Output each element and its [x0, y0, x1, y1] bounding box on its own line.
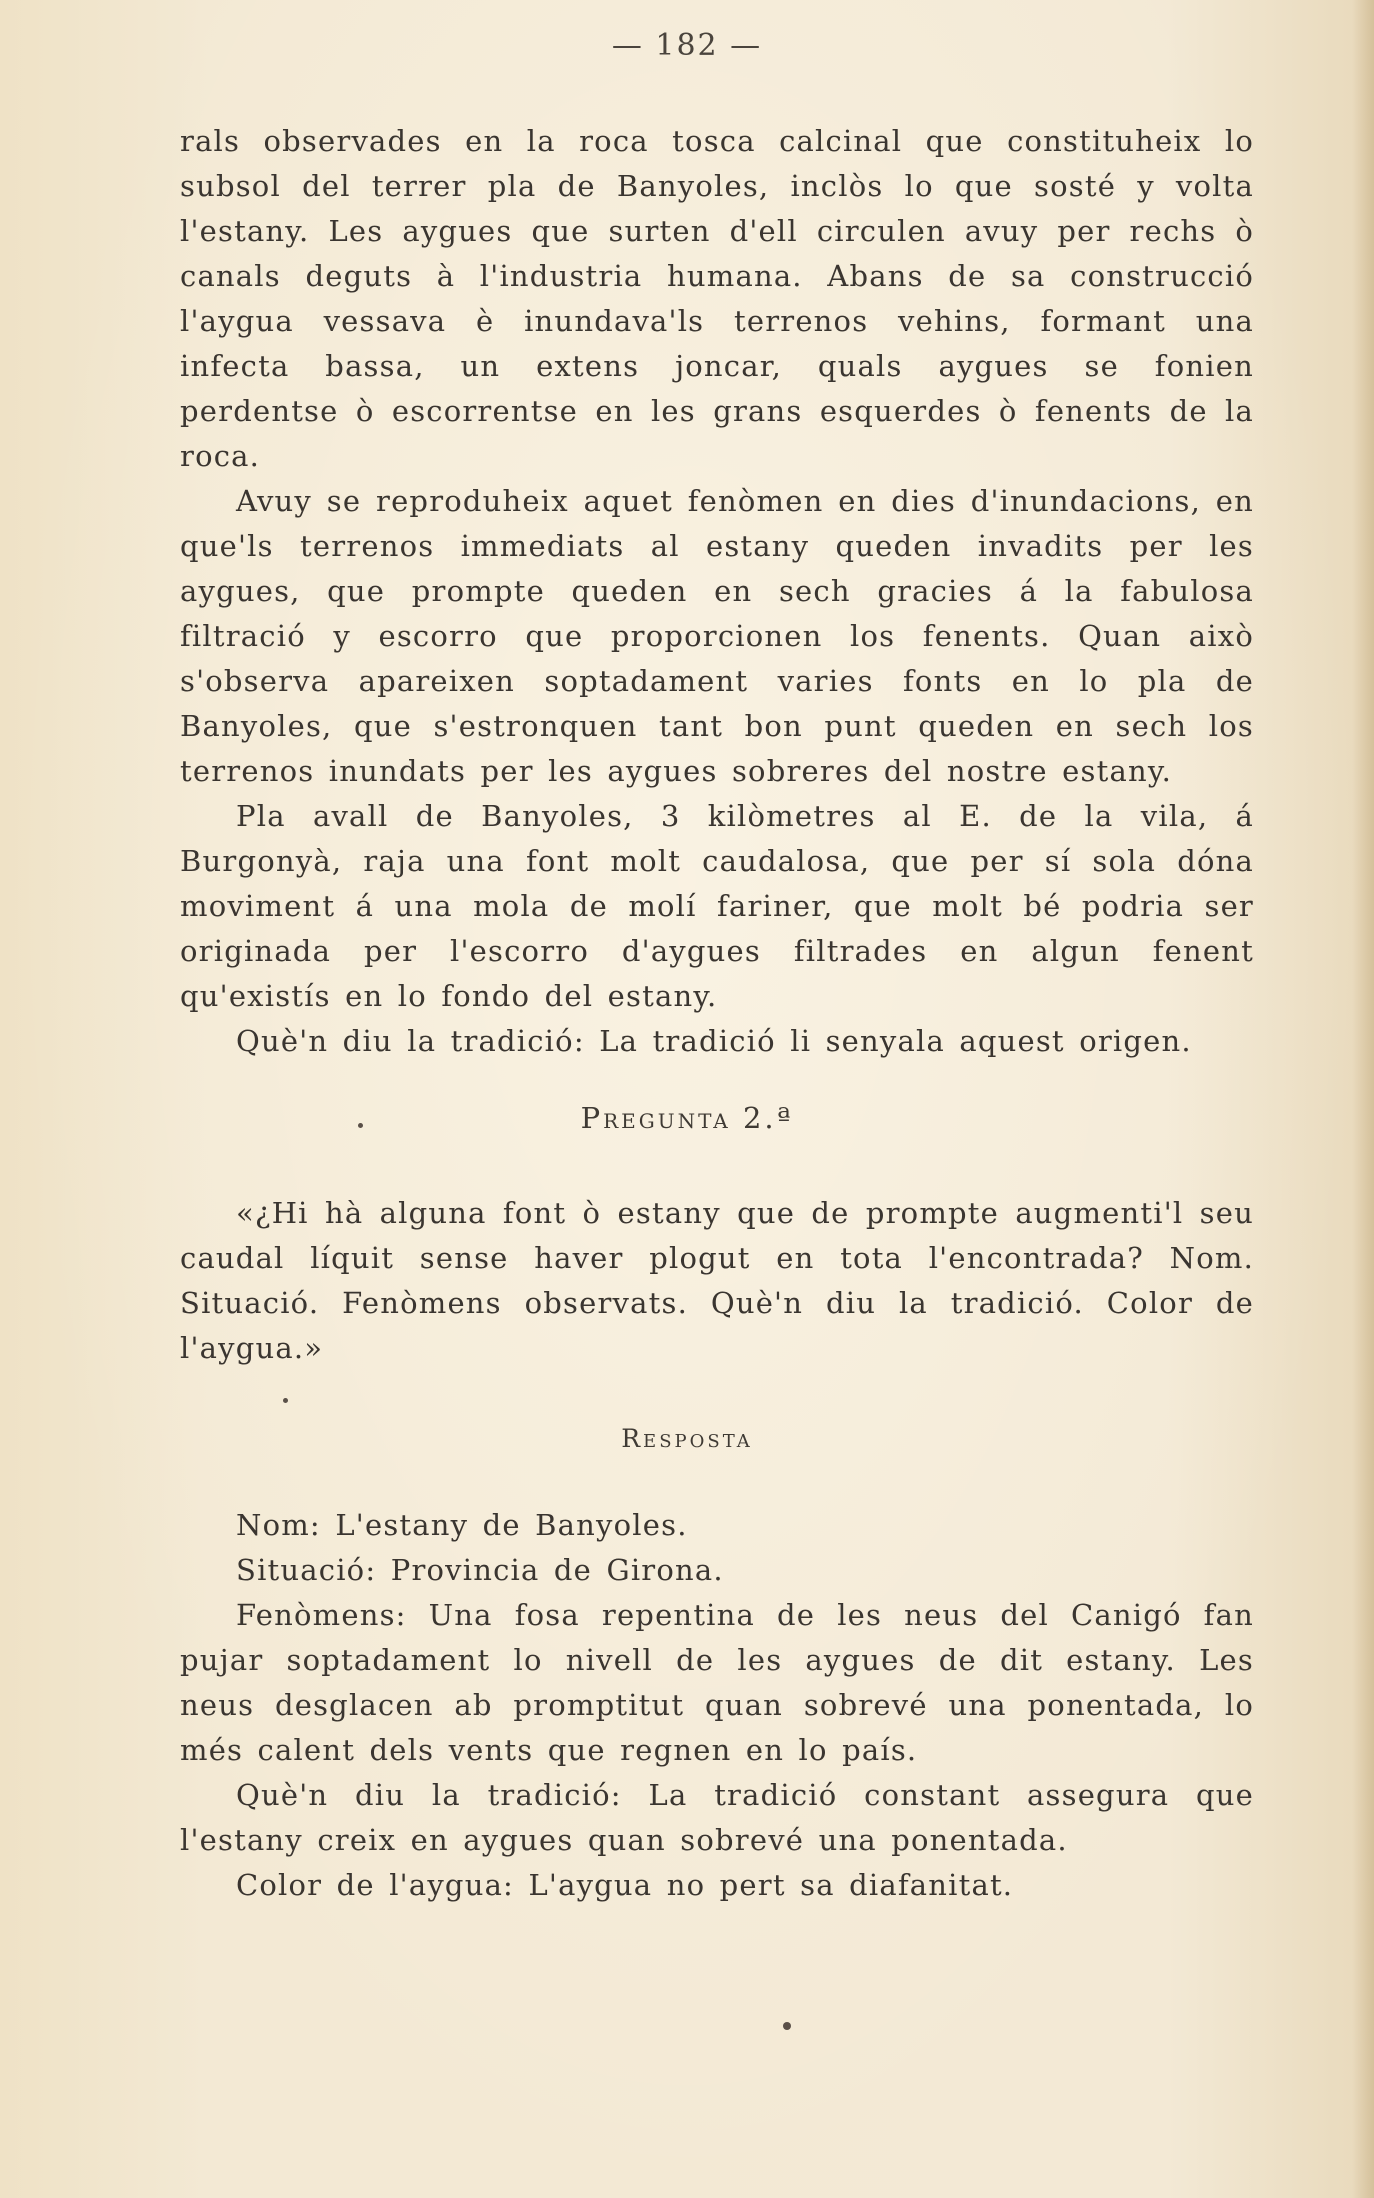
paragraph-burgonya: Pla avall de Banyoles, 3 kilòmetres al E. de la vila, á Burgonyà, raja una font molt caudalosa, que per sí sola dóna moviment á una mola de molí fariner, que molt bé podria ser originada per l'escorro d'aygues filtrades en algun fenent qu'existís en lo fondo del estany. [180, 799, 1254, 1013]
resposta-situacio: Situació: Provincia de Girona. [236, 1553, 724, 1587]
resposta-tradicio: Què'n diu la tradició: La tradició constant assegura que l'estany creix en aygues quan sobrevé una ponentada. [180, 1778, 1254, 1857]
ink-speck [783, 2022, 791, 2030]
resposta-heading: Resposta [621, 1424, 753, 1453]
resposta-nom: Nom: L'estany de Banyoles. [236, 1508, 688, 1542]
ink-speck [283, 1398, 288, 1403]
page-number: — 182 — [611, 28, 763, 63]
resposta-block [180, 1503, 1254, 1908]
pregunta-text: «¿Hi hà alguna font ò estany que de prompte augmenti'l seu caudal líquit sense haver plogut en tota l'encontrada? Nom. Situació. Fenòmens observats. Què'n diu la tradició. Color de l'aygua.» [180, 1196, 1254, 1365]
pregunta-heading: Pregunta 2.ª [580, 1101, 794, 1135]
paragraph-tradicio: Què'n diu la tradició: La tradició li senyala aquest origen. [236, 1024, 1192, 1058]
resposta-fenomens: Fenòmens: Una fosa repentina de les neus del Canigó fan pujar soptadament lo nivell de les aygues de dit estany. Les neus desglacen ab promptitut quan sobrevé una ponentada, lo més calent dels vents que regnen en lo país. [180, 1598, 1254, 1767]
page-edge-shadow [1352, 0, 1374, 2198]
paragraph-inundacions: Avuy se reproduheix aquet fenòmen en dies d'inundacions, en que'ls terrenos immediats al estany queden invadits per les aygues, que prompte queden en sech gracies á la fabulosa filtració y escorro que proporcionen los fenents. Quan això s'observa apareixen soptadament varies fonts en lo pla de Banyoles, que s'estronquen tant bon punt queden en sech los terrenos inundats per les aygues sobreres del nostre estany. [180, 484, 1254, 788]
section-continued-text [180, 119, 1254, 1064]
paragraph-continued: rals observades en la roca tosca calcinal que constituheix lo subsol del terrer pla de Banyoles, inclòs lo que sosté y volta l'estany. Les aygues que surten d'ell circulen avuy per rechs ò canals deguts à l'industria humana. Abans de sa construcció l'aygua vessava è inundava'ls terrenos vehins, formant una infecta bassa, un extens joncar, quals aygues se fonien perdentse ò escorrentse en les grans esquerdes ò fenents de la roca. [180, 124, 1254, 473]
ink-speck [358, 1123, 363, 1128]
pregunta-block [180, 1191, 1254, 1371]
resposta-color: Color de l'aygua: L'aygua no pert sa diafanitat. [236, 1868, 1014, 1902]
